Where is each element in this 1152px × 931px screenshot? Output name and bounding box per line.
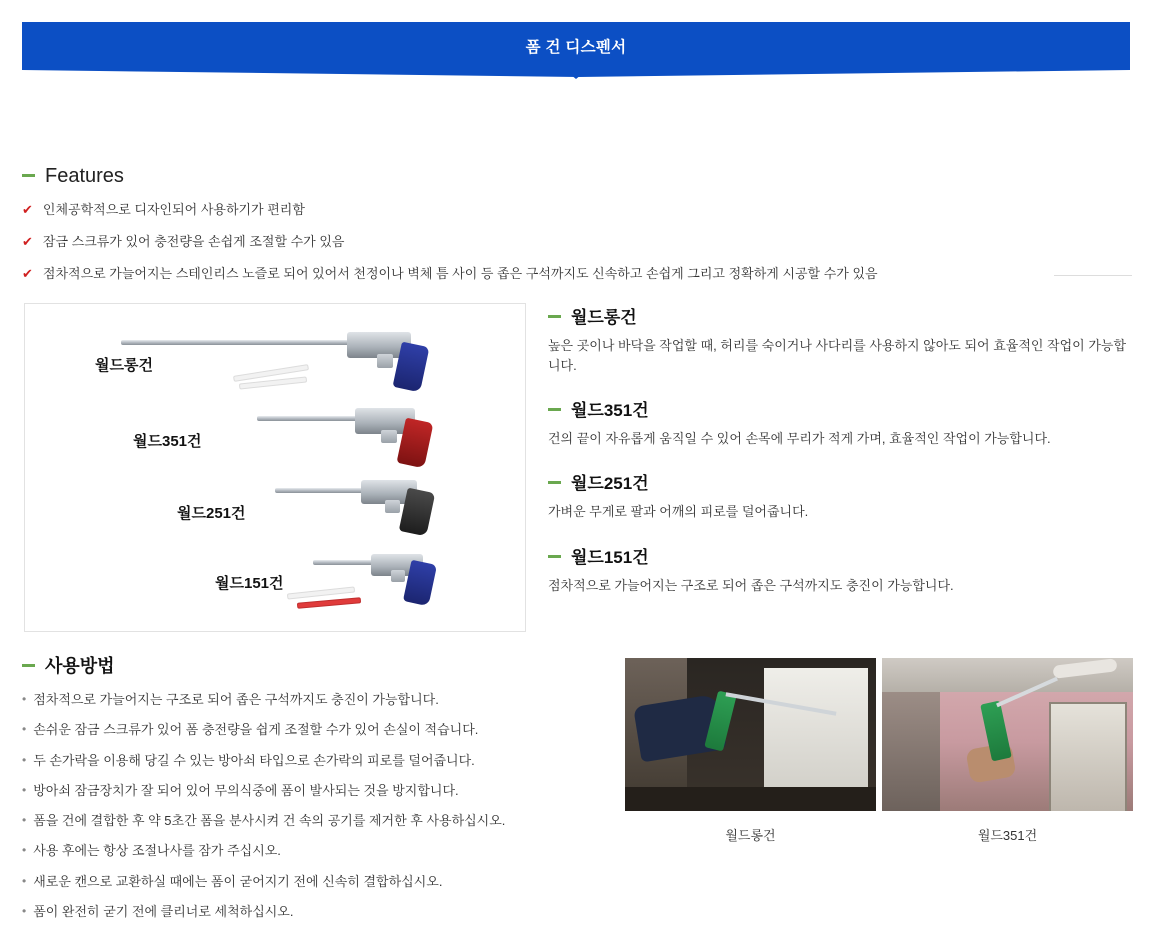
gun-barrel [257,416,365,421]
model-desc: 높은 곳이나 바닥을 작업할 때, 허리를 숙이거나 사다리를 사용하지 않아도 되어 효율적인 작업이 가능합니다. [548,338,1127,374]
dot-bullet-icon: • [22,722,27,737]
usage-text: 두 손가락을 이용해 당길 수 있는 방아쇠 타입으로 손가락의 피로를 덜어줍니다. [33,752,475,768]
product-lineup-image [24,303,526,632]
model-name: 월드251건 [571,474,649,494]
gun-can-neck [391,570,405,582]
model-name: 월드151건 [571,547,649,567]
check-icon: ✔ [22,233,33,249]
photo-scene [625,658,876,811]
gun-label: 월드251건 [177,505,246,522]
list-item [22,783,602,799]
gun-row-351 [25,400,525,478]
dash-bullet-icon [22,664,35,667]
model-item [548,303,1132,376]
spare-nozzle-red [297,597,361,609]
gun-label: 월드롱건 [95,357,153,374]
gun-row-long [25,318,525,396]
351-gun-application-photo [882,658,1133,811]
gun-barrel [121,340,357,345]
list-item [22,753,602,769]
list-item [22,722,602,738]
page-title: 폼 건 디스펜서 [525,39,627,56]
list-item [22,692,602,708]
model-desc: 가벼운 무게로 팔과 어깨의 피로를 덜어줍니다. [548,504,809,520]
feature-text: 잠금 스크류가 있어 충전량을 손쉽게 조절할 수가 있음 [42,233,345,249]
dash-bullet-icon [22,174,35,177]
dash-bullet-icon [548,408,561,411]
dot-bullet-icon: • [22,903,27,918]
photo-caption: 월드롱건 [725,828,776,843]
usage-text: 손쉬운 잠금 스크류가 있어 폼 충전량을 쉽게 조절할 수가 있어 손실이 적습니다. [33,722,479,738]
long-gun-application-photo [625,658,876,811]
application-photo-item [882,658,1133,844]
gun-label: 월드151건 [215,575,284,592]
banner-notch [565,70,587,79]
dot-bullet-icon: • [22,692,27,706]
dot-bullet-icon: • [22,782,27,797]
usage-list [22,692,602,920]
gun-can-neck [377,354,393,368]
model-desc: 점차적으로 가늘어지는 구조로 되어 좁은 구석까지도 충진이 가능합니다. [548,577,954,593]
usage-heading-label: 사용방법 [45,656,115,676]
application-photos [625,658,1133,844]
usage-text: 점차적으로 가늘어지는 구조로 되어 좁은 구석까지도 충진이 가능합니다. [33,692,439,707]
gun-row-151 [25,546,525,624]
list-item [22,813,602,829]
dash-bullet-icon [548,315,561,318]
dash-bullet-icon [548,481,561,484]
divider [1054,275,1132,276]
features-section [22,165,1132,298]
model-heading [548,303,1132,328]
gun-barrel [275,488,371,493]
usage-text: 폼을 건에 결합한 후 약 5초간 폼을 분사시켜 건 속의 공기를 제거한 후 사용하십시오. [33,813,506,828]
model-item [548,543,1132,596]
usage-section [22,652,602,931]
list-item [22,234,1132,251]
photo-wall-left [882,692,940,811]
gun-can-neck [381,430,397,443]
features-list [22,202,1132,283]
photo-scene [882,658,1133,811]
dot-bullet-icon: • [22,752,27,767]
photo-panel-white [764,668,868,803]
usage-text: 새로운 캔으로 교환하실 때에는 폼이 굳어지기 전에 신속히 결합하십시오. [33,873,443,889]
features-heading [22,165,1132,188]
list-item [22,874,602,890]
dot-bullet-icon: • [22,843,27,858]
check-icon: ✔ [22,265,33,281]
model-item [548,396,1132,449]
dot-bullet-icon: • [22,873,27,888]
list-item [22,202,1132,219]
model-name: 월드롱건 [571,308,637,327]
model-heading [548,543,1132,568]
list-item [22,904,602,920]
photo-floor [625,787,876,811]
usage-heading [22,652,602,678]
dash-bullet-icon [548,555,561,558]
features-heading-label: Features [45,165,124,187]
list-item [22,266,1132,283]
model-descriptions [548,303,1132,616]
usage-text: 방아쇠 잠금장치가 잘 되어 있어 무의식중에 폼이 발사되는 것을 방지합니다. [33,782,459,798]
dot-bullet-icon: • [22,813,27,827]
usage-text: 사용 후에는 항상 조절나사를 잠가 주십시오. [33,843,281,859]
feature-text: 점차적으로 가늘어지는 스테인리스 노즐로 되어 있어서 천정이나 벽체 틈 사이 등 좁은 구석까지도 신속하고 손쉽게 그리고 정확하게 시공할 수가 있음 [42,265,878,281]
model-desc: 건의 끝이 자유롭게 움직일 수 있어 손목에 무리가 적게 가며, 효율적인 작업이 가능합니다. [548,431,1051,447]
model-name: 월드351건 [571,401,649,421]
photo-caption: 월드351건 [977,828,1038,843]
title-banner [22,22,1130,70]
list-item [22,843,602,859]
application-photo-item [625,658,876,844]
gun-row-251 [25,474,525,552]
photo-door [1049,702,1127,811]
banner-bar [22,22,1130,70]
gun-can-neck [385,500,400,513]
model-heading [548,396,1132,421]
model-heading [548,469,1132,494]
feature-text: 인체공학적으로 디자인되어 사용하기가 편리함 [42,202,305,217]
gun-label: 월드351건 [133,433,202,450]
usage-text: 폼이 완전히 굳기 전에 클리너로 세척하십시오. [33,903,294,919]
model-item [548,469,1132,522]
check-icon: ✔ [22,202,33,217]
